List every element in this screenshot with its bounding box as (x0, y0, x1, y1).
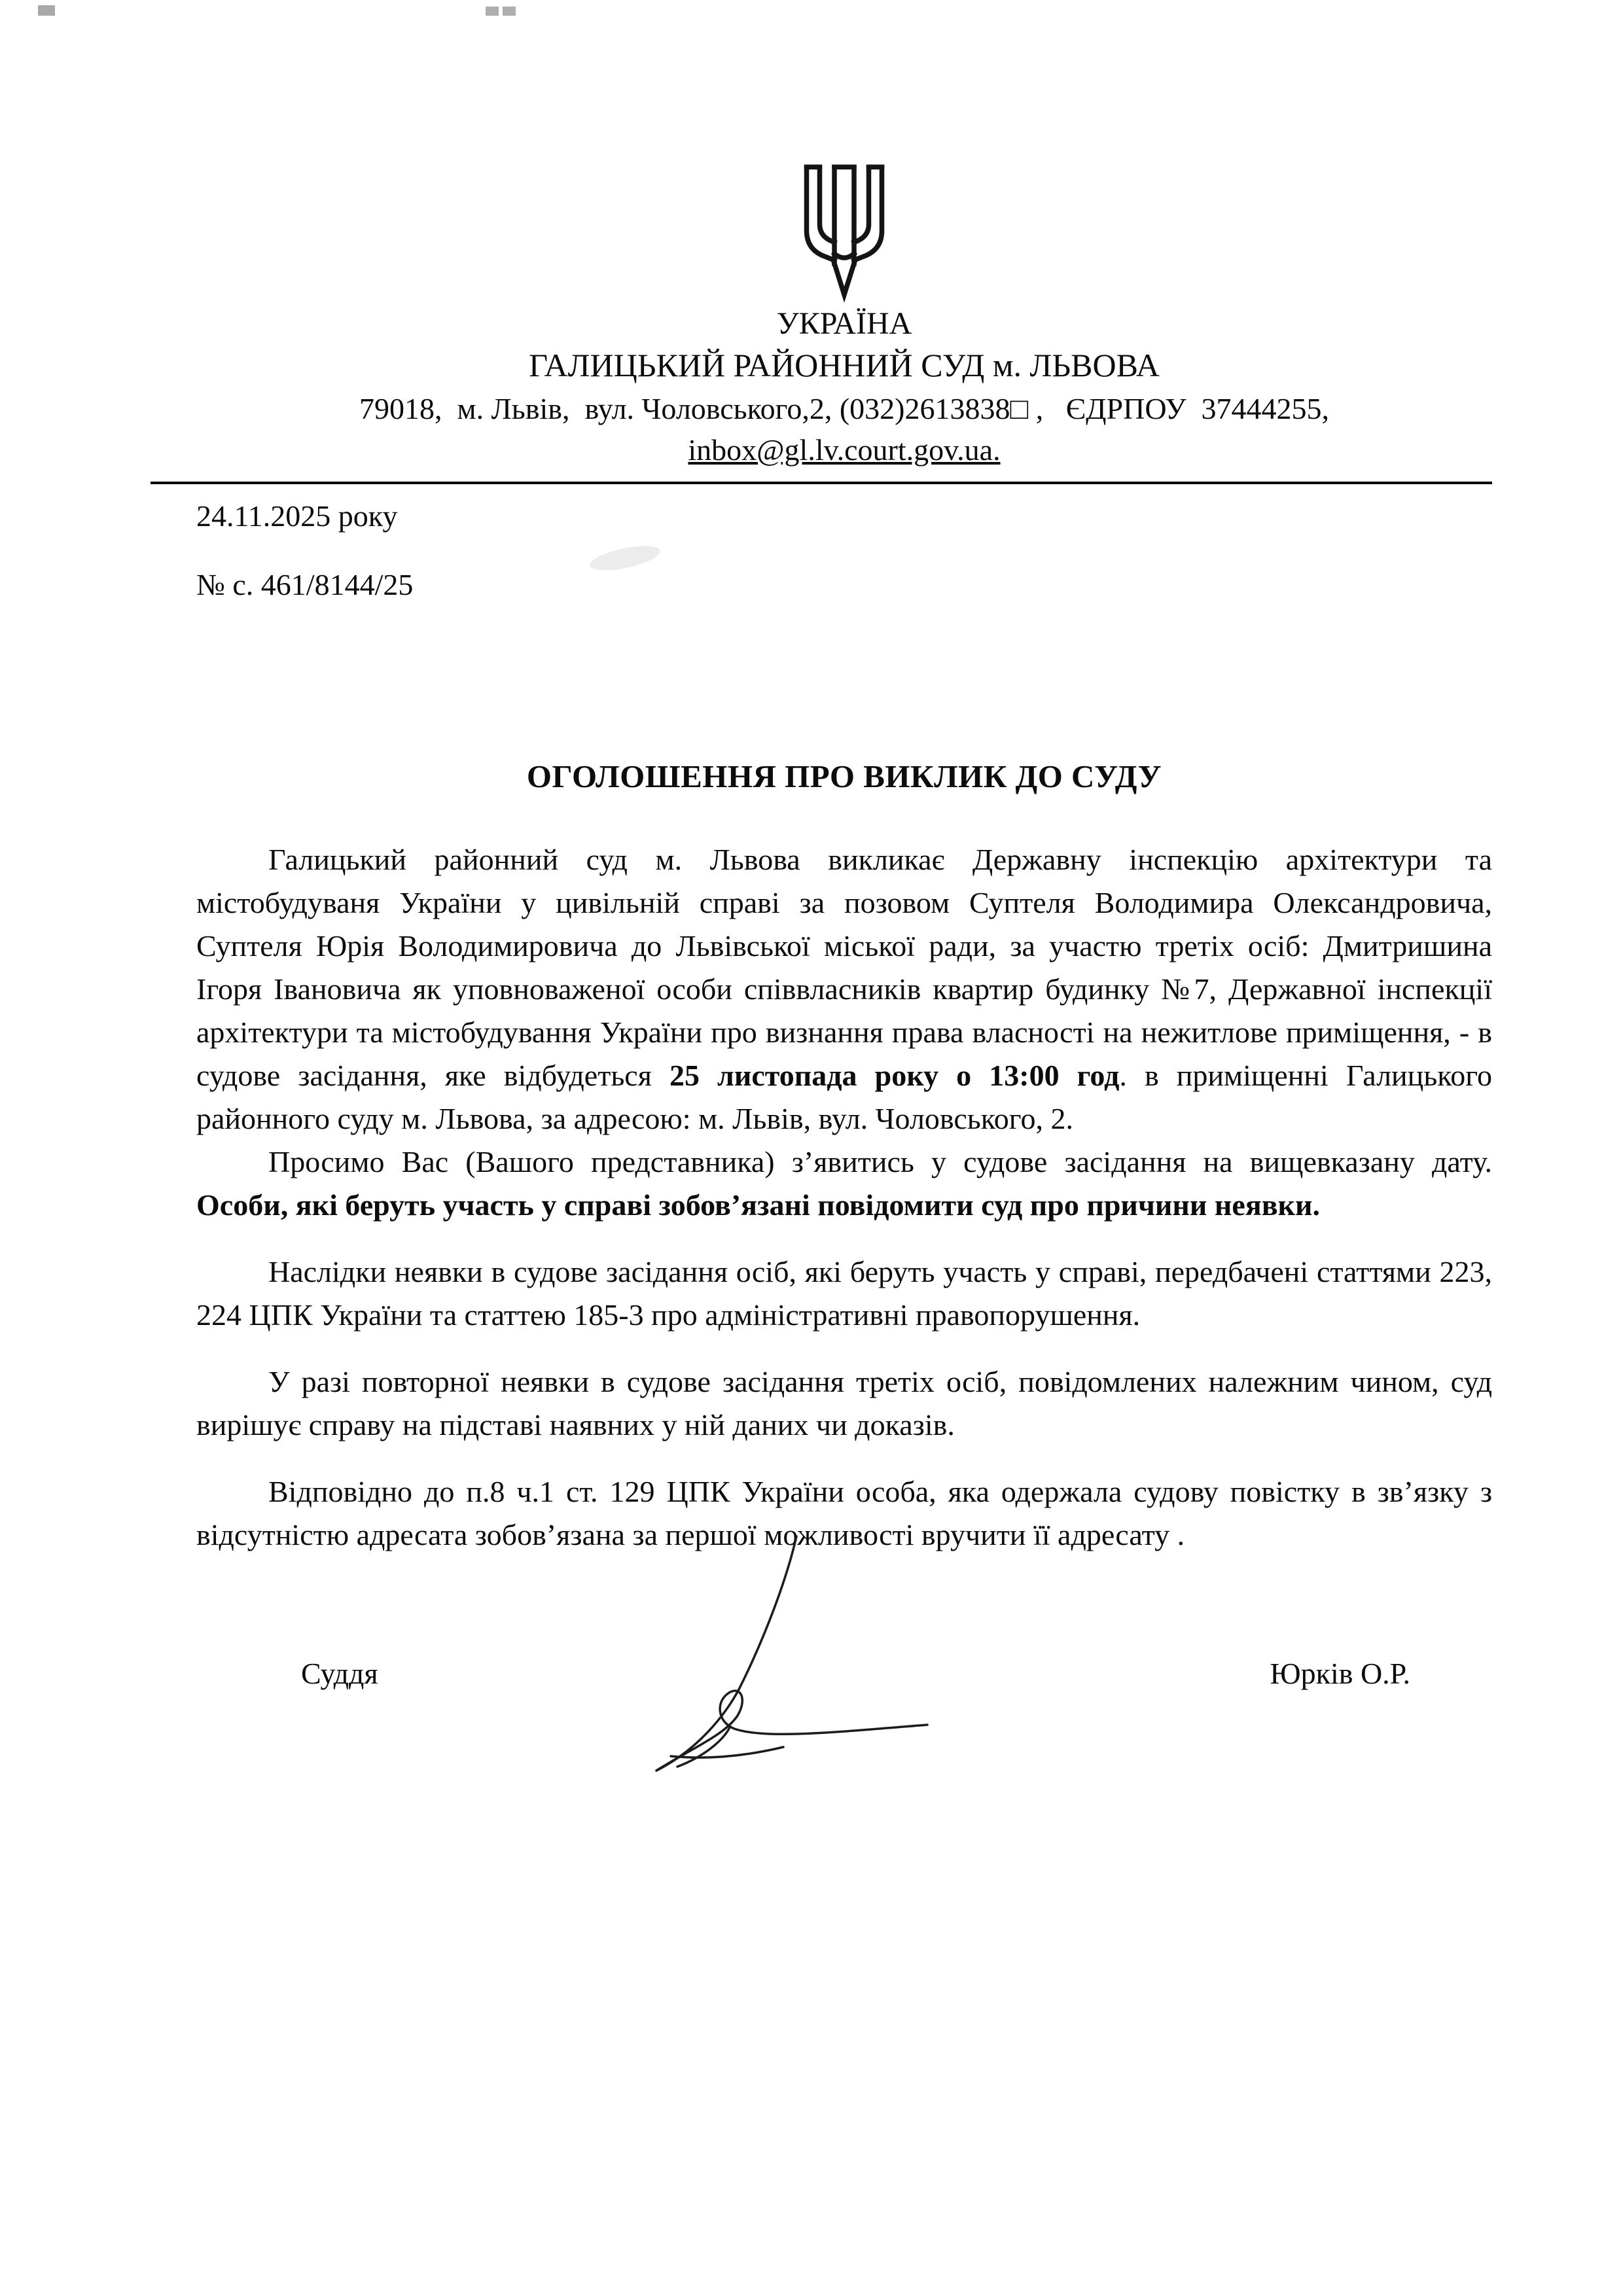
hearing-datetime: 25 листопада року о 13:00 год (669, 1058, 1120, 1092)
summons-text: Галицький районний суд м. Львова викликає Державну інспекцію архітектури та містобудуваня України у цивільній справі за позовом Суптеля Володимира Олександровича, Суптеля Юрія Володимировича до Львівської міської ради, за участю третіх осіб: Дмитришина Ігоря Івановича як уповноваженої особи співвласників квартир будинку №7, Державної інспекції архітектури та містобудування України про визнання права власності на нежитлове приміщення, - в судове засідання, яке відбудеться (196, 842, 1492, 1092)
ukrainian-trident-emblem-icon (795, 160, 893, 303)
handwritten-signature-icon (632, 1531, 939, 1786)
document-title: ОГОЛОШЕННЯ ПРО ВИКЛИК ДО СУДУ (526, 758, 1162, 794)
obligation-text: Особи, які беруть участь у справі зобов’язані повідомити суд про причини неявки. (196, 1188, 1321, 1222)
judge-name: Юрків О.Р. (1270, 1656, 1410, 1690)
country-name: УКРАЇНА (776, 306, 912, 341)
court-email (196, 432, 1492, 468)
document-date: 24.11.2025 року (196, 499, 398, 533)
judge-label: Суддя (301, 1656, 378, 1690)
scan-artifact (38, 5, 55, 16)
paragraph-request (196, 1140, 1492, 1227)
summons-text-continued: . в приміщенні Галицького районного суду м. Львова, за адресою: м. Львів, вул. Чоловського, 2. (196, 1058, 1492, 1135)
paragraph-repeat-absence: У разі повторної неявки в судове засідання третіх осіб, повідомлених належним чином, суд вирішує справу на підставі наявних у ній даних чи доказів. (196, 1364, 1492, 1441)
letterhead (196, 160, 1492, 602)
scan-artifact (486, 7, 499, 16)
case-number: № с. 461/8144/25 (196, 567, 414, 601)
header-divider (151, 482, 1492, 484)
court-address: 79018, м. Львів, вул. Чоловського,2, (032)2613838□ , ЄДРПОУ 37444255, (359, 392, 1330, 426)
paragraph-consequences: Наслідки неявки в судове засідання осіб, які беруть участь у справі, передбачені статтями 223, 224 ЦПК України та статтею 185-3 про адміністративні правопорушення. (196, 1254, 1492, 1332)
paragraph-delivery-duty: Відповідно до п.8 ч.1 ст. 129 ЦПК України особа, яка одержала судову повістку в зв’язку з відсутністю адресата зобов’язана за першої можливості вручити її адресату . (196, 1474, 1492, 1551)
court-name: ГАЛИЦЬКИЙ РАЙОННИЙ СУД м. ЛЬВОВА (529, 346, 1160, 383)
request-text: Просимо Вас (Вашого представника) з’явитись у судове засідання на вищевказану дату. (268, 1144, 1492, 1178)
court-email-text: inbox@gl.lv.court.gov.ua. (688, 433, 1001, 467)
paragraph-summons (196, 838, 1492, 1140)
